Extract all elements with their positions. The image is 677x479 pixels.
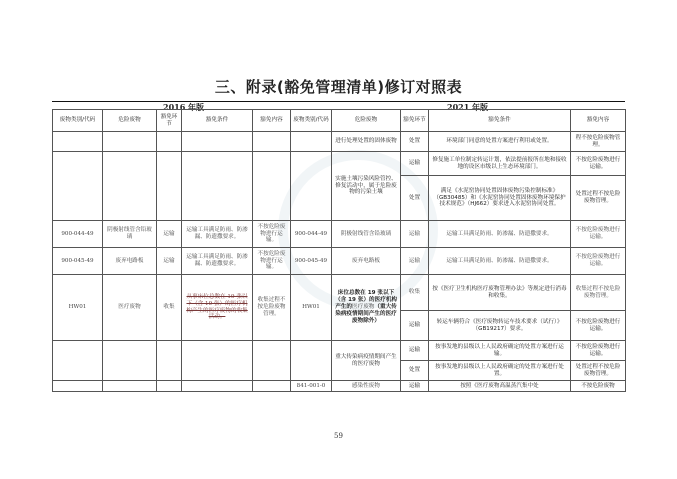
table-row bbox=[53, 341, 626, 361]
content: 不按危险废物进行运输。 bbox=[571, 221, 626, 248]
stage: 运输 bbox=[157, 221, 182, 248]
stage: 运输 bbox=[401, 311, 429, 341]
content: 不按危险废物进行运输。 bbox=[571, 152, 626, 176]
waste-name: 废弃电路板 bbox=[332, 248, 401, 275]
stage: 运输 bbox=[157, 248, 182, 275]
comparison-table bbox=[52, 109, 626, 392]
condition: 环境部门同意的处置方案进行利用或处置。 bbox=[429, 132, 571, 152]
content: 不按危险废物进行运输。 bbox=[571, 248, 626, 275]
left-header-content: 豁免内容 bbox=[253, 110, 291, 132]
stage: 处置 bbox=[401, 361, 429, 381]
waste-name: 重大传染病疫情期间产生的医疗废物 bbox=[332, 341, 401, 381]
left-version-label: 2016 年版 bbox=[163, 102, 205, 112]
condition: 按照《医疗废物高温蒸汽集中处 bbox=[429, 381, 571, 392]
stage: 运输 bbox=[401, 341, 429, 361]
content: 程不按危险废物管理。 bbox=[571, 132, 626, 152]
condition: 修复施工单位制定转运计划，依法提前报所在地和接收地的设区市级以上生态环境部门。 bbox=[429, 152, 571, 176]
table-row bbox=[53, 221, 626, 248]
waste-code: 841-001-0 bbox=[291, 381, 332, 392]
header-row bbox=[53, 110, 626, 132]
stage: 运输 bbox=[401, 248, 429, 275]
waste-code: 900-045-49 bbox=[291, 248, 332, 275]
condition: 运输工具满足防雨、防渗漏、防遗撒要求。 bbox=[182, 248, 253, 275]
table-row bbox=[53, 275, 626, 311]
condition-deleted: 从事床位总数在 19 张以下（含 19 张）的医疗机构产生的医疗废物的收集活动。 bbox=[182, 275, 253, 341]
left-header-stage: 豁免环节 bbox=[157, 110, 182, 132]
stage: 处置 bbox=[401, 132, 429, 152]
waste-name: 阴极射线管含铅玻璃 bbox=[103, 221, 157, 248]
left-header-code: 废物类别/代码 bbox=[53, 110, 103, 132]
content: 不按危险废物进行运输。 bbox=[253, 248, 291, 275]
stage: 处置 bbox=[401, 176, 429, 221]
condition: 按《医疗卫生机构医疗废物管理办法》等规定进行消毒和收集。 bbox=[429, 275, 571, 311]
condition: 运输工具满足防雨、防渗漏、防遗撒要求。 bbox=[182, 221, 253, 248]
condition: 转运车辆符合《医疗废物转运车技术要求（试行）》（GB19217）要求。 bbox=[429, 311, 571, 341]
condition: 按事发地的县级以上人民政府确定的处置方案进行处置。 bbox=[429, 361, 571, 381]
content: 不按危险废物 bbox=[571, 381, 626, 392]
waste-name: 实施土壤污染风险管控、修复活动中，属于危险废物的污染土壤 bbox=[332, 152, 401, 221]
waste-name-prefix: 床位总数在 19 张以下（含 19 张）的医疗机构产生的 bbox=[334, 290, 398, 310]
condition: 运输工具满足防雨、防渗漏、防遗撒要求。 bbox=[429, 221, 571, 248]
page-number: 59 bbox=[334, 432, 343, 440]
stage: 运输 bbox=[401, 152, 429, 176]
waste-code: 900-044-49 bbox=[53, 221, 103, 248]
content: 收集过程不按危险废物管理。 bbox=[571, 275, 626, 311]
content: 不按危险废物进行运输。 bbox=[571, 341, 626, 361]
page-title: 三、附录(豁免管理清单)修订对照表 bbox=[214, 78, 463, 96]
right-header-content: 豁免内容 bbox=[571, 110, 626, 132]
waste-code: 900-044-49 bbox=[291, 221, 332, 248]
table-row bbox=[53, 248, 626, 275]
waste-code: HW01 bbox=[53, 275, 103, 341]
stage: 收集 bbox=[401, 275, 429, 311]
content: 不按危险废物进行运输。 bbox=[571, 311, 626, 341]
top-rule bbox=[52, 101, 625, 102]
content: 收集过程不按危险废物管理。 bbox=[253, 275, 291, 341]
waste-name: 进行处理处置的固体废物 bbox=[332, 132, 401, 152]
right-header-stage: 豁免环节 bbox=[401, 110, 429, 132]
waste-code: HW01 bbox=[291, 275, 332, 341]
right-header-condition: 豁免条件 bbox=[429, 110, 571, 132]
content: 处置过程不按危险废物管理。 bbox=[571, 361, 626, 381]
right-header-code: 废物类别/代码 bbox=[291, 110, 332, 132]
table-row bbox=[53, 381, 626, 392]
table-row bbox=[53, 132, 626, 152]
waste-name: 阴极射线管含铅玻璃 bbox=[332, 221, 401, 248]
waste-name-suffix: （重大传染病疫情期间产生的医疗废物除外） bbox=[335, 304, 397, 324]
stage: 运输 bbox=[401, 221, 429, 248]
stage: 运输 bbox=[401, 381, 429, 392]
waste-name: 医疗废物 bbox=[103, 275, 157, 341]
condition: 按事发地的县级以上人民政府确定的处置方案进行运输。 bbox=[429, 341, 571, 361]
stage: 收集 bbox=[157, 275, 182, 341]
left-header-waste: 危险废物 bbox=[103, 110, 157, 132]
right-version-label: 2021 年版 bbox=[447, 102, 489, 112]
left-header-condition: 豁免条件 bbox=[182, 110, 253, 132]
right-header-waste: 危险废物 bbox=[332, 110, 401, 132]
condition: 满足《水泥窑协同处置固体废物污染控制标准》（GB30485）和《水泥窑协同处置固体废物环境保护技术规范》（HJ662）要求进入水泥窑协同处置。 bbox=[429, 176, 571, 221]
content: 不按危险废物进行运输。 bbox=[253, 221, 291, 248]
waste-name: 废弃电路板 bbox=[103, 248, 157, 275]
waste-name-core: 医疗废物 bbox=[352, 304, 375, 310]
condition: 运输工具满足防雨、防渗漏、防遗撒要求。 bbox=[429, 248, 571, 275]
table-row bbox=[53, 152, 626, 176]
waste-name bbox=[332, 275, 401, 341]
waste-code: 900-045-49 bbox=[53, 248, 103, 275]
content: 处置过程不按危险废物管理。 bbox=[571, 176, 626, 221]
waste-name: 感染性废物 bbox=[332, 381, 401, 392]
